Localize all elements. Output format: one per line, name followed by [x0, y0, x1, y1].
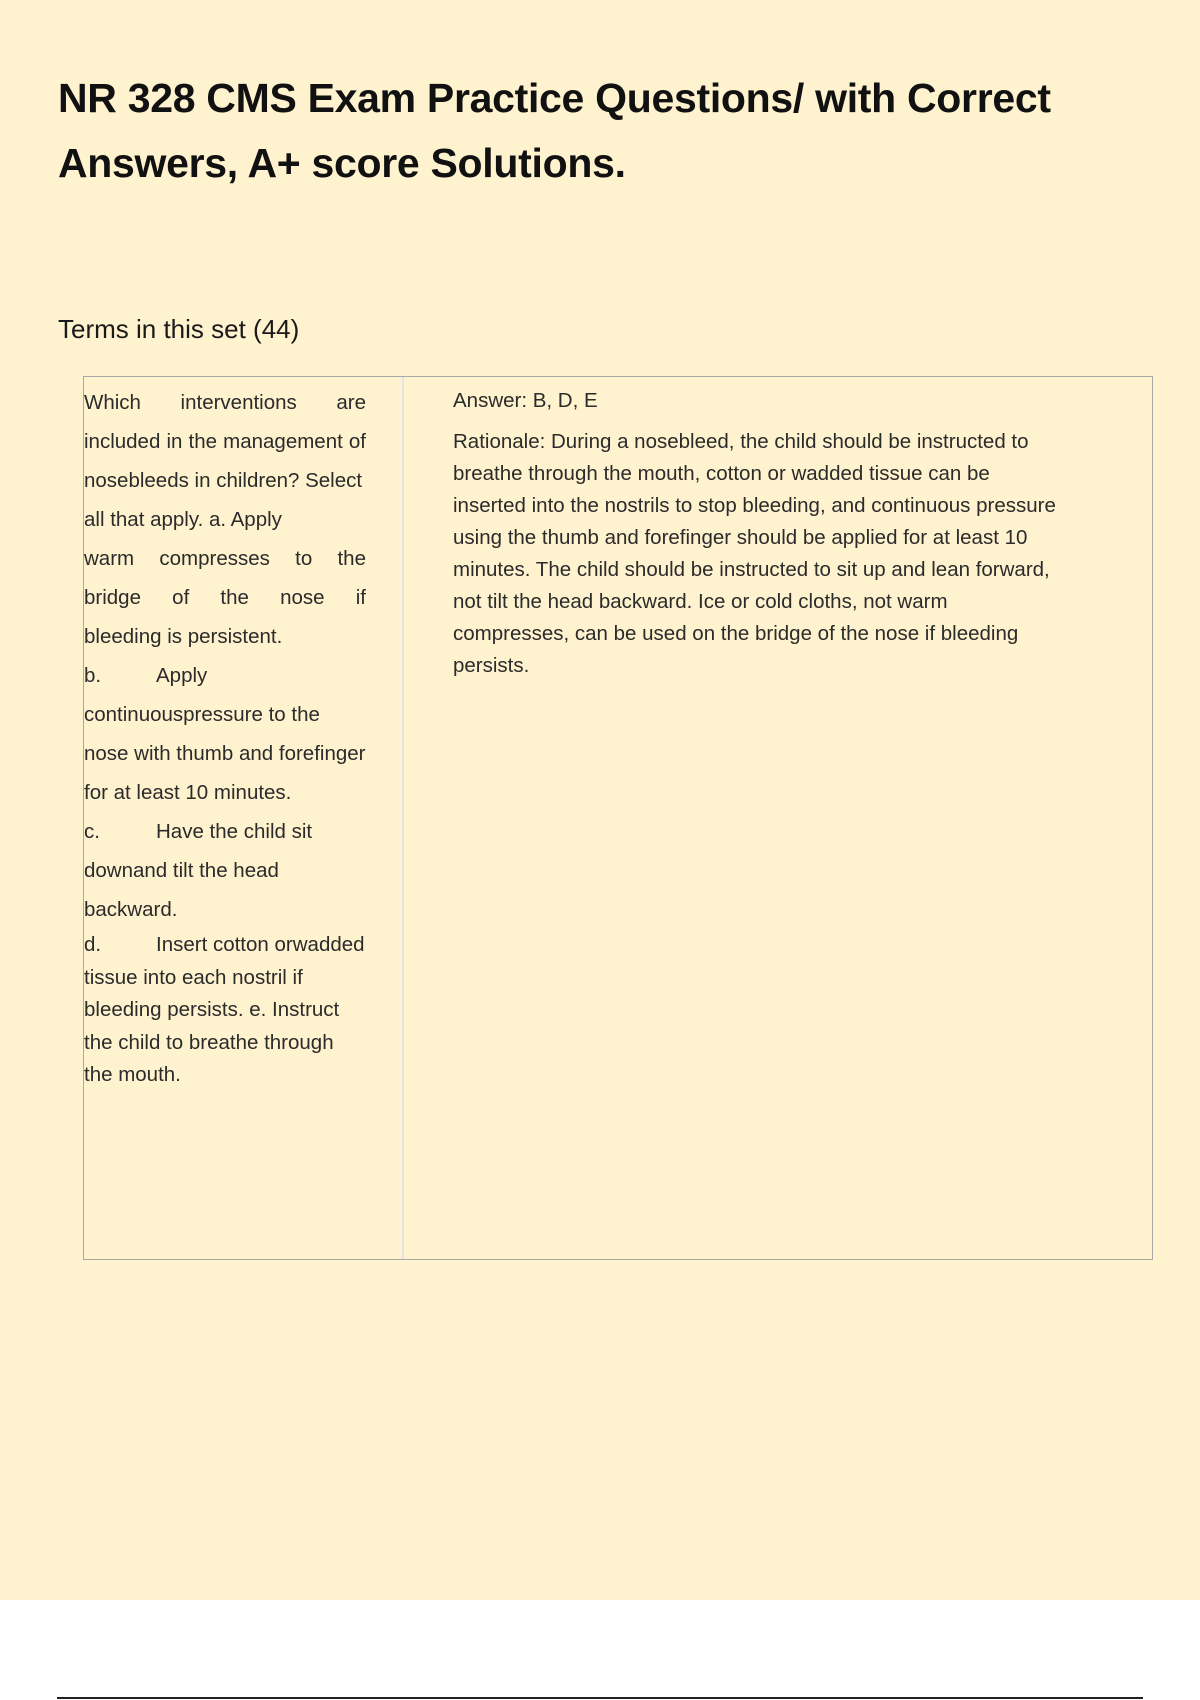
term-line: Which interventions are included in the management of — [84, 391, 366, 453]
option-text: Apply continuouspressure to the nose with thumb and forefinger for at least 10 minutes. — [84, 664, 366, 804]
term-option-c — [84, 812, 366, 929]
terms-count-heading: Terms in this set (44) — [58, 314, 300, 344]
option-text: Have the child sit downand tilt the head backward. — [84, 820, 313, 921]
term-line: bleeding is persistent. — [84, 625, 283, 648]
term-option-b — [84, 656, 366, 812]
term-line: warm compresses to the bridge of the nose if — [84, 547, 366, 609]
term-line: nosebleeds in children? Select all that apply. a. Apply — [84, 469, 363, 531]
card-term — [84, 383, 366, 1092]
option-label: c. — [84, 820, 100, 843]
term-option-d — [84, 929, 366, 1092]
card-definition — [453, 386, 1063, 682]
option-label: b. — [84, 664, 102, 687]
answer-text: Answer: B, D, E — [453, 389, 598, 412]
footer-rule — [57, 1697, 1143, 1699]
page-title: NR 328 CMS Exam Practice Questions/ with Correct Answers, A+ score Solutions. — [58, 75, 1051, 186]
column-divider — [402, 377, 404, 1259]
option-label: d. — [84, 933, 102, 956]
flashcard — [83, 376, 1153, 1260]
option-text: Insert cotton orwadded tissue into each nostril if bleeding persists. e. Instruct the child to breathe through the mouth. — [84, 933, 365, 1086]
rationale-text: Rationale: During a nosebleed, the child should be instructed to breathe through the mouth, cotton or wadded tissue can be inserted into the nostrils to stop bleeding, and continuous pressure using the thumb and forefinger should be applied for at least 10 minutes. The child should be instructed to sit up and lean forward, not tilt the head backward. Ice or cold cloths, not warm compresses, can be used on the bridge of the nose if bleeding persists. — [453, 430, 1056, 677]
